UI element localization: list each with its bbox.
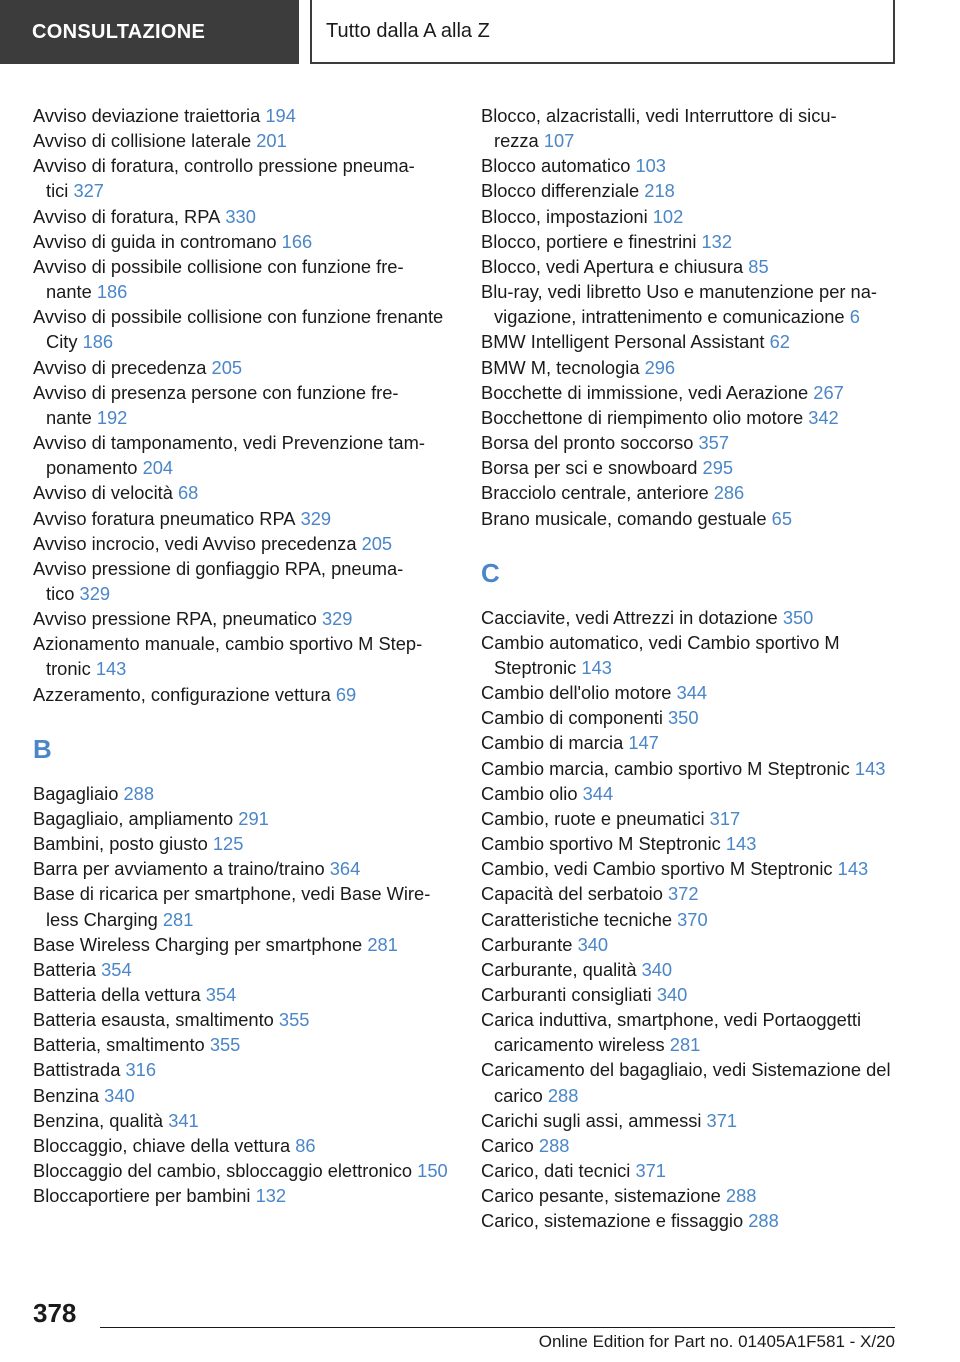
index-entry: [33, 355, 453, 380]
index-entry-text: Caricamento del bagagliaio, vedi Sistemazione del carico: [481, 1059, 891, 1106]
index-entry-text: BMW M, tecnologia: [481, 356, 640, 378]
index-entry-text: Blocco automatico: [481, 155, 631, 177]
index-entry: [33, 480, 453, 505]
index-entry: [33, 881, 453, 931]
index-page-link[interactable]: 370: [677, 908, 708, 930]
index-page-link[interactable]: 143: [581, 656, 612, 678]
index-entry-text: Avviso di foratura, controllo pressione pneumatici: [33, 155, 415, 202]
index-page-link[interactable]: 327: [73, 180, 104, 202]
index-entry-text: Bloccaportiere per bambini: [33, 1185, 251, 1207]
index-entry-text: Avviso di collisione laterale: [33, 130, 252, 152]
index-entry-text: Carico, dati tecnici: [481, 1160, 631, 1182]
index-page-link[interactable]: 281: [162, 908, 194, 930]
index-entry: [481, 229, 906, 254]
index-entry-text: Blocco, vedi Apertura e chiusura: [481, 255, 744, 277]
index-entry: [33, 1057, 453, 1082]
index-entry: [481, 1007, 906, 1057]
index-entry: [481, 506, 906, 531]
index-page-link[interactable]: 147: [628, 732, 659, 754]
section-tab: [0, 0, 299, 64]
index-entry-text: Avviso foratura pneumatico RPA: [33, 507, 296, 529]
index-page-link[interactable]: 85: [748, 255, 769, 277]
index-entry-text: Borsa del pronto soccorso: [481, 432, 694, 454]
index-entry: [481, 730, 906, 755]
index-entry: [33, 380, 453, 430]
index-page-link[interactable]: 295: [702, 457, 734, 479]
index-page-link[interactable]: 329: [300, 507, 332, 529]
index-page-link[interactable]: 186: [96, 281, 128, 303]
index-page-link[interactable]: 281: [669, 1034, 701, 1056]
index-entry: [481, 178, 906, 203]
index-entry: [481, 630, 906, 680]
index-page-link[interactable]: 342: [808, 406, 839, 428]
index-page-link[interactable]: 344: [582, 782, 614, 804]
index-page-link[interactable]: 350: [668, 707, 699, 729]
index-page-link[interactable]: 103: [635, 155, 666, 177]
index-page-link[interactable]: 354: [101, 958, 132, 980]
index-entry: [33, 1032, 453, 1057]
index-entry: [481, 856, 906, 881]
index-page-link[interactable]: 143: [854, 757, 886, 779]
index-page-link[interactable]: 364: [329, 858, 361, 880]
index-entry: [481, 756, 906, 781]
index-page-link[interactable]: 340: [641, 958, 673, 980]
index-entry-text: Batteria: [33, 958, 97, 980]
index-page-link[interactable]: 143: [725, 833, 757, 855]
index-page-link[interactable]: 68: [177, 482, 199, 504]
index-page-link[interactable]: 371: [706, 1109, 738, 1131]
index-entry: [481, 153, 906, 178]
index-entry: [33, 932, 453, 957]
index-entry: [481, 380, 906, 405]
index-entry-text: Blocco, alzacristalli, vedi Interruttore di sicurezza: [481, 105, 837, 152]
index-entry-text: BMW Intelligent Personal Assistant: [481, 331, 765, 353]
index-entry: [33, 1108, 453, 1133]
index-entry-text: Cambio automatico, vedi Cambio sportivo M Steptronic: [481, 631, 840, 678]
index-page-link[interactable]: 186: [82, 331, 114, 353]
index-page-link[interactable]: 350: [782, 606, 814, 628]
index-page-link[interactable]: 107: [543, 130, 575, 152]
index-page-link[interactable]: 62: [769, 331, 790, 353]
index-entry: [481, 254, 906, 279]
index-entry-text: Blu-ray, vedi libretto Uso e manutenzione per navigazione, intrattenimento e comunicazione: [481, 281, 877, 328]
index-entry-text: Bloccaggio del cambio, sbloccaggio elettronico: [33, 1160, 413, 1182]
index-page-link[interactable]: 372: [668, 883, 699, 905]
index-entry: [33, 682, 453, 707]
index-entry-text: Avviso di guida in contromano: [33, 230, 277, 252]
index-entry-text: Bambini, posto giusto: [33, 833, 208, 855]
index-letter-heading: B: [33, 733, 52, 764]
index-page-link[interactable]: 65: [771, 507, 792, 529]
index-page-link[interactable]: 205: [361, 532, 393, 554]
index-entry-text: Carburante: [481, 933, 573, 955]
index-entry: [33, 631, 453, 681]
index-entry-text: Avviso di possibile collisione con funzione frenante: [33, 255, 404, 303]
index-page-link[interactable]: 201: [256, 130, 287, 152]
index-entry: [481, 705, 906, 730]
index-entry: [481, 1108, 906, 1133]
index-page-link[interactable]: 355: [209, 1034, 241, 1056]
index-entry: [33, 606, 453, 631]
index-page-link[interactable]: 344: [676, 682, 708, 704]
index-entry-text: Avviso di foratura, RPA: [33, 205, 221, 227]
index-entry-text: Barra per avviamento a traino/traino: [33, 858, 325, 880]
index-entry: [33, 856, 453, 881]
index-entry-text: Borsa per sci e snowboard: [481, 457, 698, 479]
index-page-link[interactable]: 143: [95, 658, 127, 680]
index-entry-text: Carburanti consigliati: [481, 984, 652, 1005]
index-entry-text: Cambio sportivo M Steptronic: [481, 833, 721, 855]
index-entry-text: Caratteristiche tecniche: [481, 908, 673, 930]
index-column-left: [33, 103, 453, 1208]
index-page-link[interactable]: 316: [125, 1059, 156, 1081]
index-entry: [481, 932, 906, 957]
index-page-link[interactable]: 69: [335, 683, 357, 705]
index-entry-text: Benzina, qualità: [33, 1109, 164, 1131]
index-entry: [481, 430, 906, 455]
index-page-link[interactable]: 357: [698, 432, 729, 454]
index-page-link[interactable]: 371: [635, 1160, 666, 1182]
index-entry: [33, 806, 453, 831]
index-entry-text: Cambio di marcia: [481, 732, 624, 754]
index-entry-text: Azionamento manuale, cambio sportivo M Steptronic: [33, 633, 423, 680]
index-page-link[interactable]: 150: [417, 1160, 448, 1182]
index-page-link[interactable]: 267: [813, 381, 844, 403]
index-entry: [33, 1158, 453, 1183]
index-entry-text: Cambio, vedi Cambio sportivo M Steptronic: [481, 858, 833, 880]
index-entry: [33, 153, 453, 203]
index-page-link[interactable]: 132: [701, 230, 733, 252]
index-entry-text: Brano musicale, comando gestuale: [481, 507, 767, 529]
index-entry-text: Avviso pressione di gonfiaggio RPA, pneumatico: [33, 557, 404, 604]
index-entry-text: Cambio olio: [481, 782, 578, 804]
index-entry: [33, 506, 453, 531]
index-entry: [33, 1083, 453, 1108]
index-page-link[interactable]: 194: [265, 105, 296, 126]
index-entry: [33, 831, 453, 856]
index-page-link[interactable]: 288: [725, 1185, 757, 1207]
index-entry-text: Avviso incrocio, vedi Avviso precedenza: [33, 532, 357, 554]
index-entry-text: Avviso di precedenza: [33, 356, 207, 378]
index-page-link[interactable]: 288: [123, 782, 154, 804]
index-page-link[interactable]: 166: [281, 230, 313, 252]
index-entry-text: Bagagliaio: [33, 782, 119, 804]
index-page-link[interactable]: 6: [849, 306, 860, 328]
index-entry: [33, 229, 453, 254]
index-page-link[interactable]: 340: [656, 984, 688, 1005]
index-entry-text: Battistrada: [33, 1059, 121, 1081]
index-page-link[interactable]: 355: [278, 1009, 310, 1031]
index-entry-text: Batteria, smaltimento: [33, 1034, 205, 1056]
index-entry: [481, 329, 906, 354]
index-entry: [481, 204, 906, 229]
section-label: CONSULTAZIONE: [32, 20, 206, 43]
index-page-link[interactable]: 125: [212, 833, 244, 855]
index-entry-text: Avviso di velocità: [33, 482, 173, 504]
index-entry-text: Cambio marcia, cambio sportivo M Steptronic: [481, 757, 850, 779]
index-entry-text: Avviso di tamponamento, vedi Prevenzione tamponamento: [33, 432, 425, 479]
index-entry-text: Carburante, qualità: [481, 958, 637, 980]
index-entry-text: Blocco, impostazioni: [481, 205, 648, 227]
index-entry: [33, 254, 453, 304]
footer-divider: [100, 1327, 895, 1328]
index-page-link[interactable]: 86: [295, 1134, 316, 1156]
index-entry: [33, 128, 453, 153]
index-entry: [33, 781, 453, 806]
index-entry: [481, 982, 906, 1007]
index-entry: [481, 781, 906, 806]
index-entry: [481, 405, 906, 430]
index-entry-text: Cambio, ruote e pneumatici: [481, 807, 705, 829]
index-page-link[interactable]: 143: [837, 858, 869, 880]
index-entry-text: Carico pesante, sistemazione: [481, 1185, 721, 1207]
index-page-link[interactable]: 341: [168, 1109, 199, 1131]
index-entry: [481, 907, 906, 932]
index-page-link[interactable]: 288: [538, 1134, 570, 1156]
index-entry-text: Blocco, portiere e finestrini: [481, 230, 697, 252]
index-entry: [481, 957, 906, 982]
index-entry: [33, 1183, 453, 1208]
index-entry-text: Carico: [481, 1134, 534, 1156]
index-entry: [481, 103, 906, 153]
index-page-link[interactable]: 329: [79, 582, 111, 604]
index-entry: [33, 103, 453, 128]
index-page-link[interactable]: 218: [644, 180, 675, 202]
index-entry: [481, 1208, 906, 1233]
index-page-link[interactable]: 192: [96, 406, 128, 428]
index-page-link[interactable]: 317: [709, 807, 741, 829]
index-entry-text: Avviso deviazione traiettoria: [33, 105, 261, 126]
chapter-title: Tutto dalla A alla Z: [326, 19, 490, 42]
index-entry: [33, 957, 453, 982]
index-entry-text: Carico, sistemazione e fissaggio: [481, 1210, 744, 1232]
index-page-link[interactable]: 281: [367, 933, 398, 955]
chapter-header: [310, 0, 895, 64]
index-entry-text: Bocchette di immissione, vedi Aerazione: [481, 381, 809, 403]
index-page-link[interactable]: 288: [547, 1084, 579, 1106]
index-entry-text: Bracciolo centrale, anteriore: [481, 482, 709, 504]
index-page-link[interactable]: 340: [577, 933, 609, 955]
index-entry-text: Bagagliaio, ampliamento: [33, 807, 234, 829]
index-entry: [481, 279, 906, 329]
index-entry: [33, 304, 453, 354]
index-page-link[interactable]: 204: [142, 457, 174, 479]
index-entry: [481, 806, 906, 831]
index-page-link[interactable]: 340: [104, 1084, 135, 1106]
index-entry-text: Carichi sugli assi, ammessi: [481, 1109, 702, 1131]
index-entry: [481, 480, 906, 505]
index-page-link[interactable]: 296: [644, 356, 676, 378]
index-entry-text: Avviso di possibile collisione con funzione frenante City: [33, 306, 444, 353]
index-entry: [33, 531, 453, 556]
index-entry-text: Bocchettone di riempimento olio motore: [481, 406, 804, 428]
page-number: 378: [33, 1298, 77, 1328]
index-entry: [481, 831, 906, 856]
index-entry: [33, 556, 453, 606]
index-entry: [481, 355, 906, 380]
footer-edition: Online Edition for Part no. 01405A1F581 - X/20: [538, 1332, 895, 1351]
index-entry: [481, 881, 906, 906]
index-entry-text: Cambio di componenti: [481, 707, 663, 729]
index-entry: [33, 1133, 453, 1158]
index-page-link[interactable]: 102: [652, 205, 684, 227]
index-entry-text: Bloccaggio, chiave della vettura: [33, 1134, 291, 1156]
index-entry-text: Carica induttiva, smartphone, vedi Portaoggetti caricamento wireless: [481, 1009, 862, 1056]
index-entry-text: Cacciavite, vedi Attrezzi in dotazione: [481, 606, 778, 628]
index-page-link[interactable]: 286: [713, 482, 745, 504]
index-page-link[interactable]: 288: [748, 1210, 779, 1232]
index-entry-text: Batteria esausta, smaltimento: [33, 1009, 274, 1031]
index-column-right: [481, 103, 906, 1234]
index-page-link[interactable]: 354: [205, 984, 237, 1005]
index-page-link[interactable]: 291: [238, 807, 269, 829]
index-letter-heading: C: [481, 557, 500, 588]
index-entry-text: Azzeramento, configurazione vettura: [33, 683, 331, 705]
index-entry-text: Blocco differenziale: [481, 180, 640, 202]
index-page-link[interactable]: 132: [255, 1185, 287, 1207]
index-entry-text: Base Wireless Charging per smartphone: [33, 933, 363, 955]
index-entry-text: Avviso di presenza persone con funzione frenante: [33, 381, 399, 428]
index-entry: [481, 1158, 906, 1183]
index-entry: [33, 1007, 453, 1032]
index-page-link[interactable]: 329: [321, 608, 353, 630]
index-entry: [33, 204, 453, 229]
index-entry-text: Cambio dell'olio motore: [481, 682, 672, 704]
index-entry: [481, 1133, 906, 1158]
index-entry-text: Base di ricarica per smartphone, vedi Base Wireless Charging: [33, 883, 431, 930]
index-entry: [33, 430, 453, 480]
index-entry: [481, 455, 906, 480]
index-entry: [481, 680, 906, 705]
index-page-link[interactable]: 205: [211, 356, 243, 378]
index-entry-text: Capacità del serbatoio: [481, 883, 663, 905]
index-entry: [33, 982, 453, 1007]
index-entry-text: Benzina: [33, 1084, 100, 1106]
index-page-link[interactable]: 330: [225, 205, 256, 227]
index-entry: [481, 1183, 906, 1208]
index-entry-text: Avviso pressione RPA, pneumatico: [33, 608, 317, 630]
index-entry: [481, 1057, 906, 1107]
index-entry: [481, 605, 906, 630]
index-entry-text: Batteria della vettura: [33, 984, 201, 1005]
